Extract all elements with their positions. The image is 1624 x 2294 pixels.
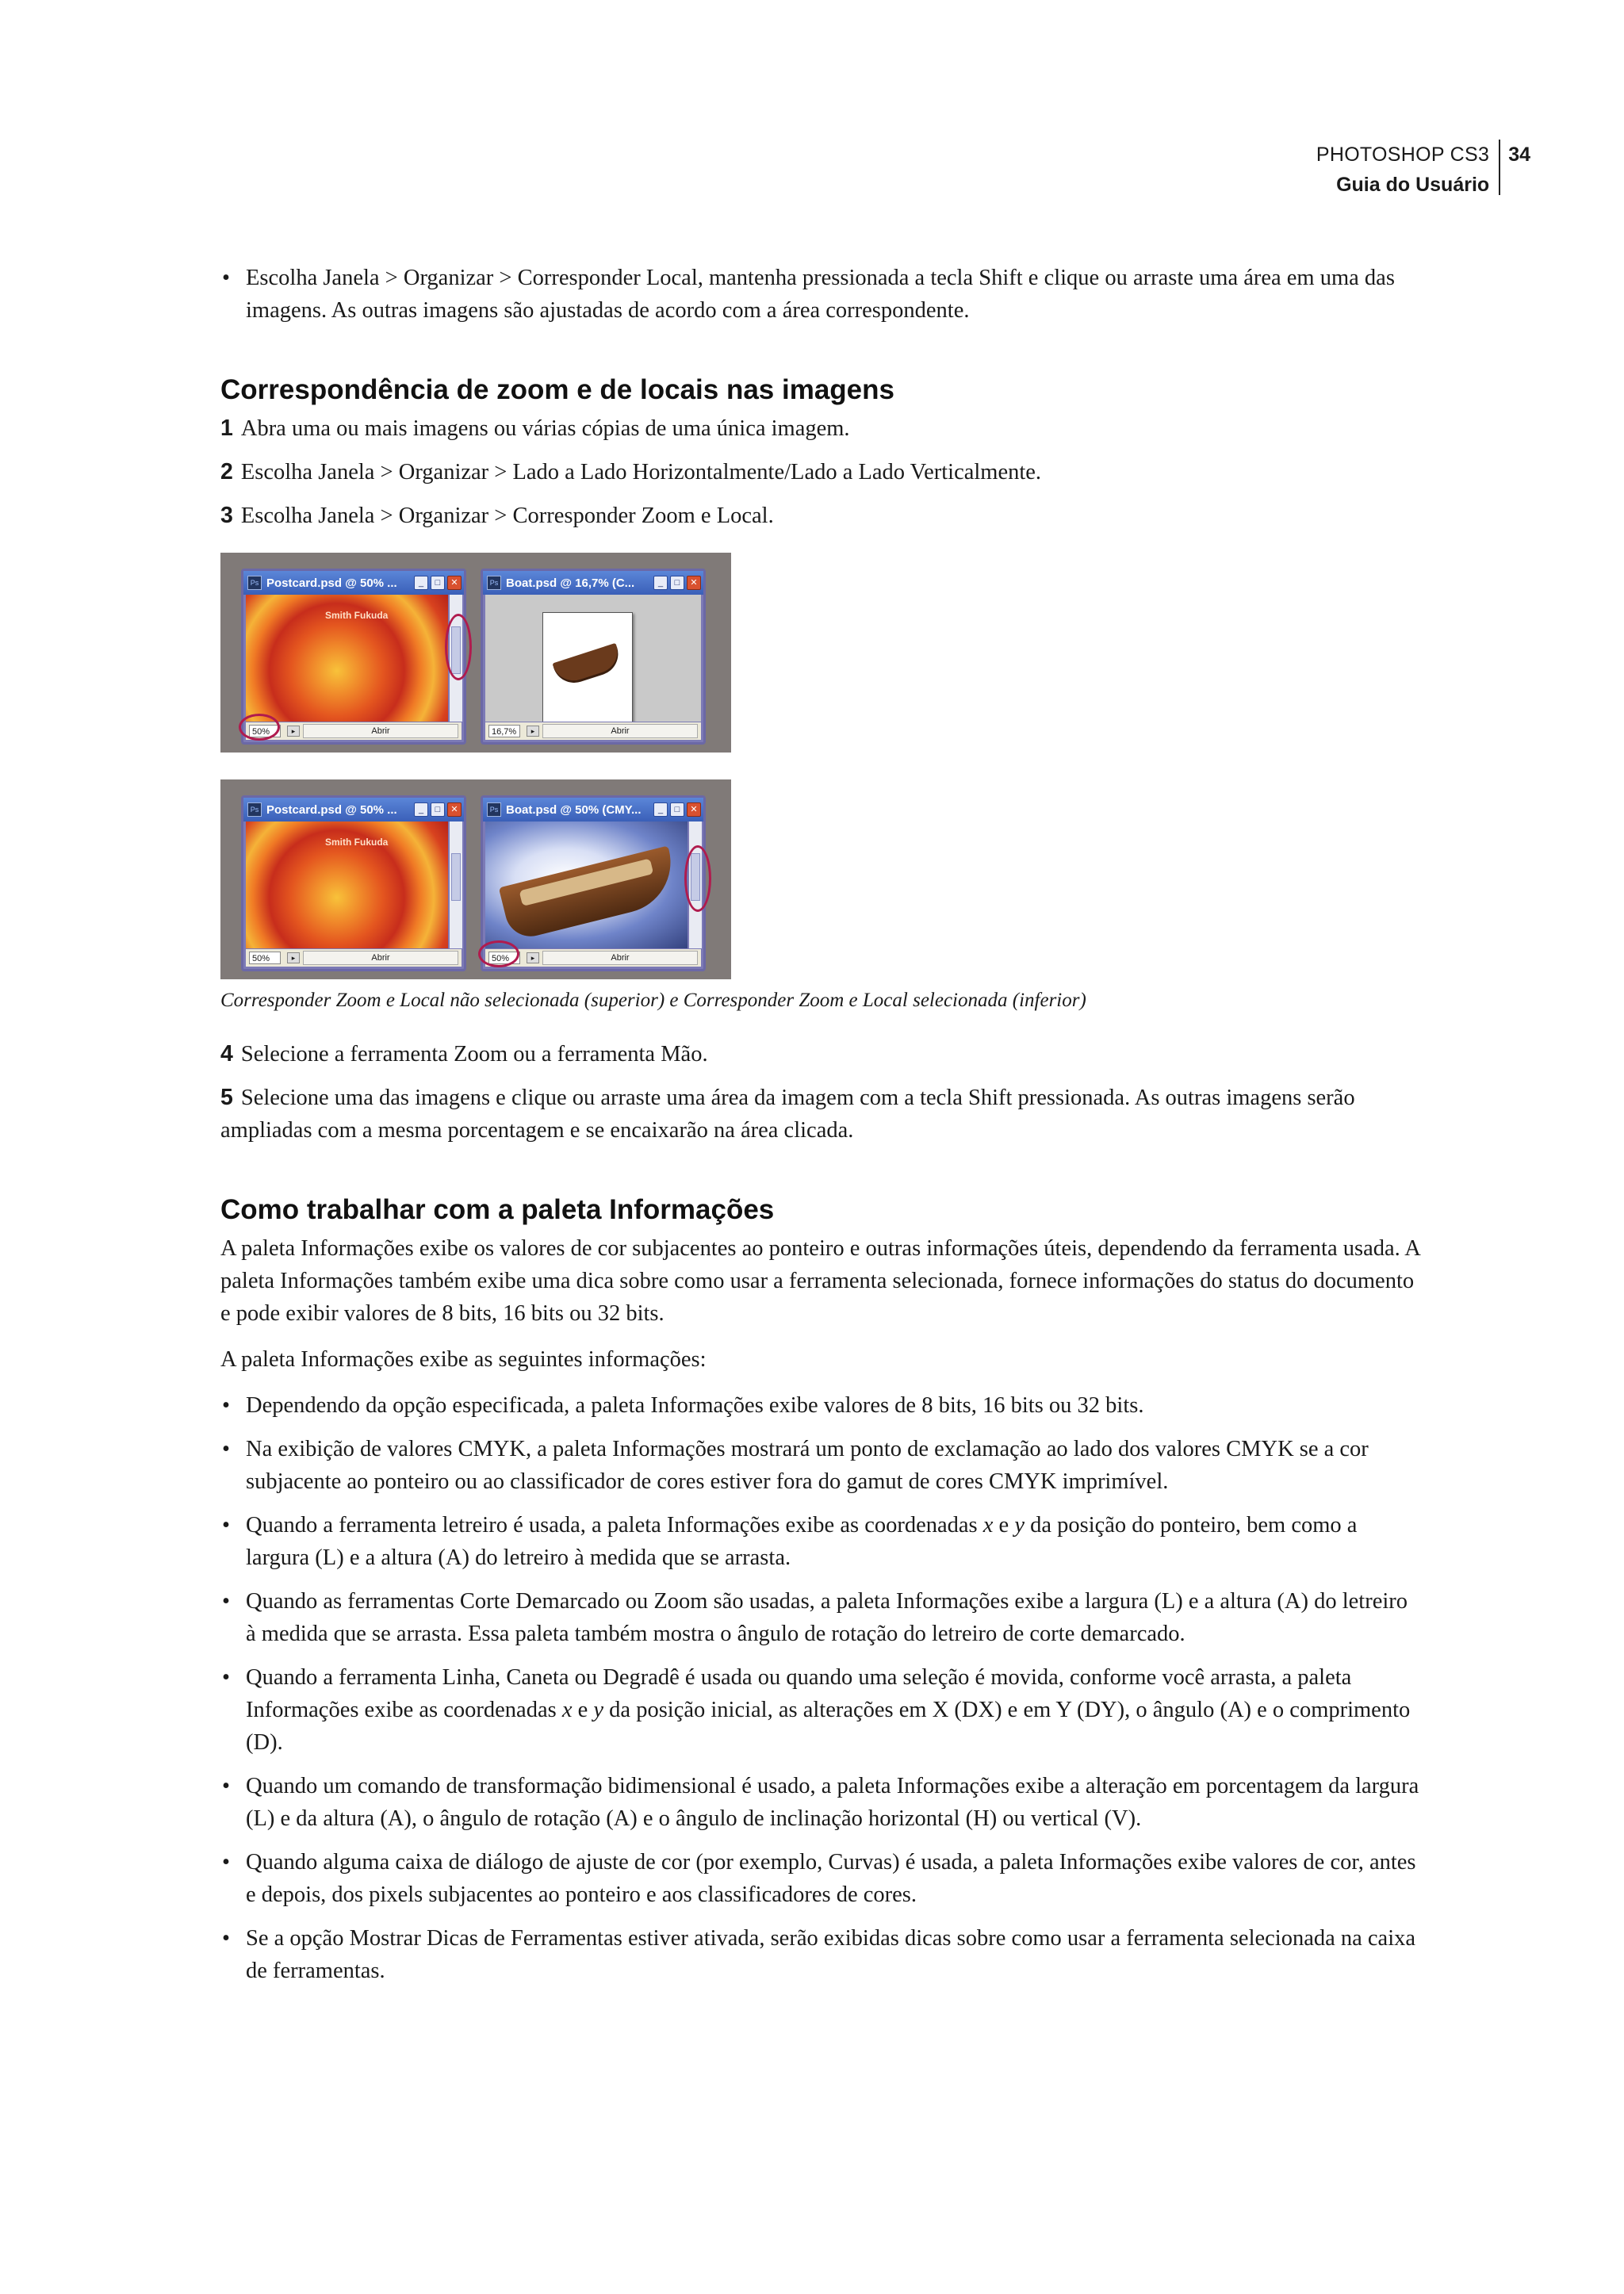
zoom-field[interactable]: 50% [249,952,281,964]
bullet-text: Quando a ferramenta letreiro é usada, a paleta Informações exibe as coordenadas [246,1513,983,1538]
maximize-icon[interactable]: □ [670,802,684,817]
step-text: Escolha Janela > Organizar > Corresponder Zoom e Local. [240,504,774,528]
minimize-icon[interactable]: _ [414,576,428,590]
boat-window [481,795,706,971]
bullet-text: e [993,1513,1015,1538]
boat-shape [499,845,681,941]
ps-document-icon: Ps [247,802,262,817]
ps-document-icon: Ps [487,576,501,590]
highlight-ring-zoom [239,714,280,741]
minimize-icon[interactable]: _ [653,802,668,817]
info-bullet-3 [220,1509,1422,1574]
boat-image-large [485,821,688,948]
step-text: Selecione uma das imagens e clique ou arraste uma área da imagem com a tecla Shift pressionada. As outras imagens serão ampliadas com a mesma porcentagem e se encaixarão na área clicada. [220,1086,1355,1143]
boat-window [481,569,706,745]
postcard-image [246,821,448,948]
status-arrow-icon[interactable]: ▸ [527,952,539,963]
zoom-field[interactable]: 50% [488,952,520,964]
zoom-field[interactable]: 16,7% [488,725,520,737]
postcard-image [246,595,448,722]
step-3 [220,500,1422,532]
step-text: Abra uma ou mais imagens ou várias cópias de uma única imagem. [240,416,850,441]
postcard-window [241,795,466,971]
y-variable: y [1014,1513,1025,1538]
y-variable: y [593,1698,604,1722]
boat-image-small [485,595,701,722]
boat-thumbnail [542,612,633,722]
info-bullet-5 [220,1661,1422,1759]
status-arrow-icon[interactable]: ▸ [527,726,539,737]
intro-bullet: • Escolha Janela > Organizar > Corresponder Local, mantenha pressionada a tecla Shift e clique ou arraste uma área em uma das imagens. As outras imagens são ajustadas de acordo com a área correspondente. [220,262,1422,327]
running-header [1316,140,1530,195]
maximize-icon[interactable]: □ [431,576,445,590]
step-number: 4 [220,1041,233,1067]
window-status-bar [485,722,701,740]
step-text: Selecione a ferramenta Zoom ou a ferramenta Mão. [240,1042,708,1067]
status-arrow-icon[interactable]: ▸ [287,952,300,963]
bullet-text: da posição inicial, as alterações em X (DX) e em Y (DY), o ângulo (A) e o comprimento (D). [246,1698,1411,1755]
section-heading-info-palette: Como trabalhar com a paleta Informações [220,1194,775,1225]
boat-shape [552,643,622,686]
maximize-icon[interactable]: □ [670,576,684,590]
info-bullet-4: • Quando as ferramentas Corte Demarcado ou Zoom são usadas, a paleta Informações exibe a largura (L) e a altura (A) do letreiro à medida que se arrasta. Essa paleta também mostra o ângulo de rotação do letreiro de corte demarcado. [220,1585,1422,1650]
x-variable: x [982,1513,994,1538]
step-5 [220,1082,1422,1147]
info-bullet-8: • Se a opção Mostrar Dicas de Ferramentas estiver ativada, serão exibidas dicas sobre como usar a ferramenta selecionada na caixa de ferramentas. [220,1922,1422,1987]
step-2 [220,456,1422,488]
info-bullet-1: • Dependendo da opção especificada, a paleta Informações exibe valores de 8 bits, 16 bits ou 32 bits. [220,1389,1422,1422]
header-product: PHOTOSHOP CS3 [1316,144,1490,166]
status-label: Abrir [303,951,458,965]
page-number: 34 [1508,144,1530,166]
highlight-ring-zoom [478,940,519,967]
close-icon[interactable]: ✕ [687,802,701,817]
step-1 [220,412,1422,445]
section-heading-zoom: Correspondência de zoom e de locais nas imagens [220,374,894,405]
window-title: Boat.psd @ 50% (CMY... [506,802,642,817]
ps-document-icon: Ps [487,802,501,817]
info-bullet-2: • Na exibição de valores CMYK, a paleta Informações mostrará um ponto de exclamação ao lado dos valores CMYK se a cor subjacente ao ponteiro ou ao classificador de cores estiver fora do gamut de cores CMYK imprimível. [220,1433,1422,1498]
status-label: Abrir [303,724,458,738]
step-number: 1 [220,416,233,441]
vertical-scrollbar[interactable] [450,821,462,948]
step-4 [220,1038,1422,1070]
figure-caption: Corresponder Zoom e Local não selecionada (superior) e Corresponder Zoom e Local selecionada (inferior) [220,990,1086,1011]
figure-panel-top [220,553,731,753]
window-titlebar [483,571,703,595]
window-title: Boat.psd @ 16,7% (C... [506,576,635,590]
bullet-text: e [572,1698,594,1722]
page-content [220,262,1422,1998]
scroll-thumb[interactable] [451,853,461,901]
x-variable: x [561,1698,573,1722]
postcard-window [241,569,466,745]
info-bullet-7: • Quando alguma caixa de diálogo de ajuste de cor (por exemplo, Curvas) é usada, a paleta Informações exibe valores de cor, antes e depois, dos pixels subjacentes ao ponteiro e aos classificadores de cores. [220,1846,1422,1911]
info-bullet-6: • Quando um comando de transformação bidimensional é usado, a paleta Informações exibe a alteração em porcentagem da largura (L) e da altura (A), o ângulo de rotação (A) e o ângulo de inclinação horizontal (H) ou vertical (V). [220,1770,1422,1835]
bullet-text: da posição do ponteiro, bem como a largura (L) e a altura (A) do letreiro à medida que se arrasta. [246,1513,1358,1570]
window-title: Postcard.psd @ 50% ... [266,802,397,817]
bullet-text: Quando a ferramenta Linha, Caneta ou Degradê é usada ou quando uma seleção é movida, conforme você arrasta, a paleta Informações exibe as coordenadas [246,1665,1352,1722]
header-guide: Guia do Usuário [1336,174,1490,196]
ps-document-icon: Ps [247,576,262,590]
window-titlebar [243,798,464,821]
info-paragraph-2: A paleta Informações exibe as seguintes informações: [220,1347,707,1372]
maximize-icon[interactable]: □ [431,802,445,817]
window-title: Postcard.psd @ 50% ... [266,576,397,590]
match-zoom-figure [220,553,731,979]
window-titlebar [243,571,464,595]
info-paragraph-1: A paleta Informações exibe os valores de cor subjacentes ao ponteiro e outras informações úteis, dependendo da ferramenta usada. A paleta Informações também exibe uma dica sobre como usar a ferramenta selecionada, fornece informações do status do documento e pode exibir valores de 8 bits, 16 bits ou 32 bits. [220,1236,1420,1326]
close-icon[interactable]: ✕ [447,576,462,590]
status-arrow-icon[interactable]: ▸ [287,726,300,737]
close-icon[interactable]: ✕ [447,802,462,817]
header-titles [1316,140,1500,195]
window-titlebar [483,798,703,821]
image-text: Smith Fukuda [325,610,389,621]
zoom-field[interactable]: 50% [249,725,281,737]
highlight-ring-scroll [684,845,711,912]
close-icon[interactable]: ✕ [687,576,701,590]
step-number: 2 [220,459,233,484]
image-text: Smith Fukuda [325,837,389,848]
minimize-icon[interactable]: _ [414,802,428,817]
status-label: Abrir [542,724,698,738]
step-number: 3 [220,503,233,528]
status-label: Abrir [542,951,698,965]
figure-panel-bottom [220,779,731,979]
minimize-icon[interactable]: _ [653,576,668,590]
window-status-bar [246,949,462,967]
step-text: Escolha Janela > Organizar > Lado a Lado Horizontalmente/Lado a Lado Verticalmente. [240,460,1042,484]
highlight-ring-scroll [445,614,472,680]
step-number: 5 [220,1085,233,1110]
